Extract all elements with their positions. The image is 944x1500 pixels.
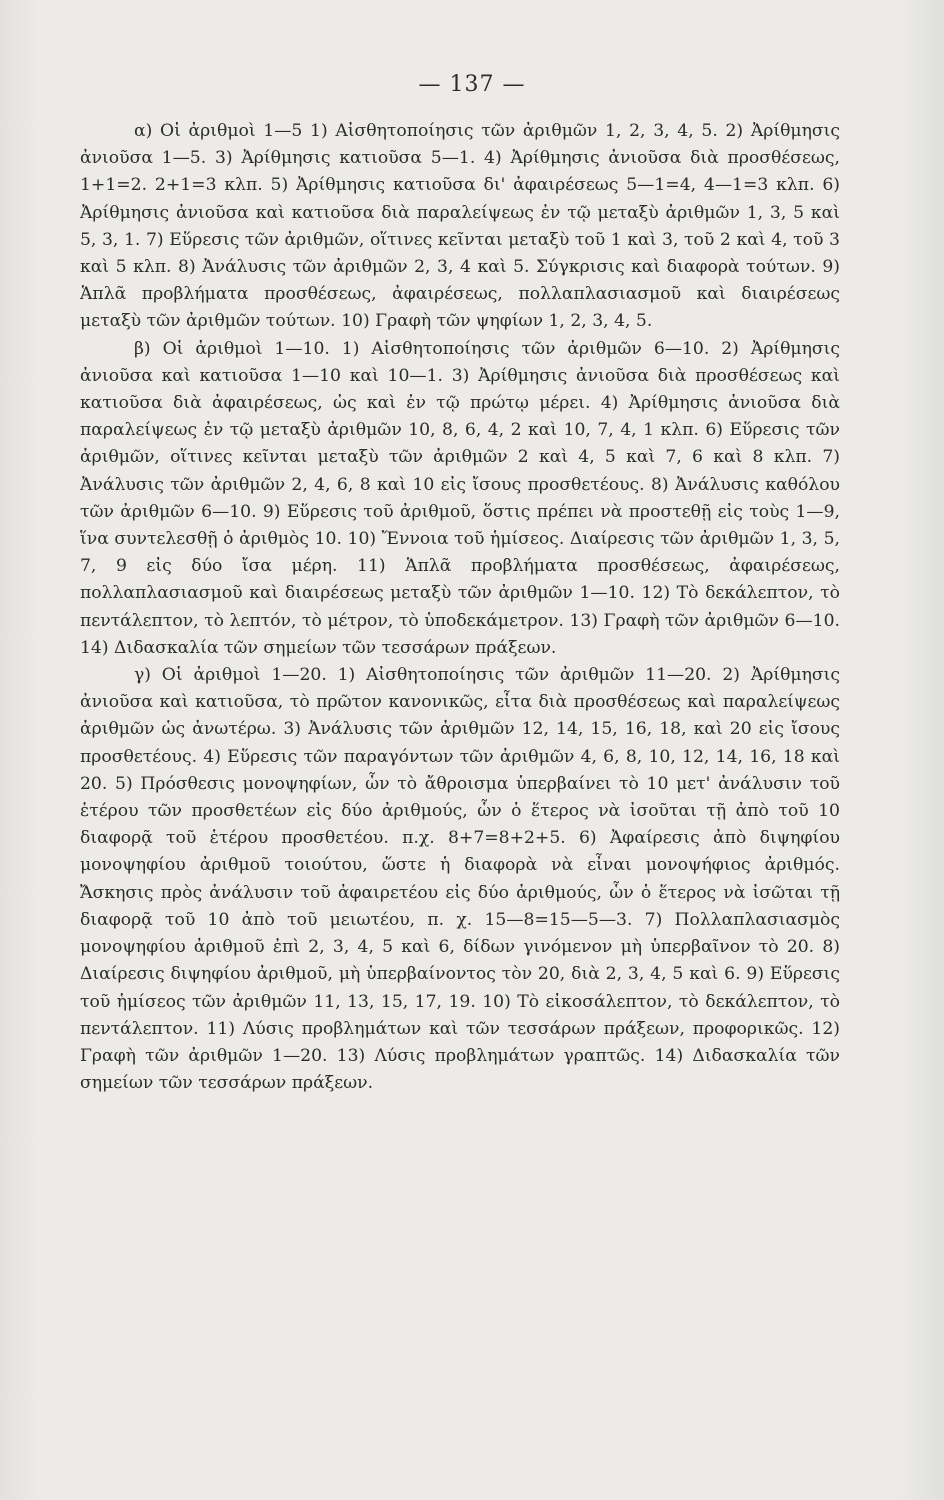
section-gamma-paragraph: γ) Οἱ ἀριθμοὶ 1—20. 1) Αἰσθητοποίησις τῶν ἀριθμῶν 11—20. 2) Ἀρίθμησις ἀνιοῦσα καὶ κατιοῦσα, τὸ πρῶτον κανονικῶς, εἶτα διὰ προσθέσεως καὶ παραλείψεως ἀριθμῶν ὡς ἀνωτέρω. 3) Ἀνάλυσις τῶν ἀριθμῶν 12, 14, 15, 16, 18, καὶ 20 εἰς ἴσους προσθετέους. 4) Εὕρεσις τῶν παραγόντων τῶν ἀριθμῶν 4, 6, 8, 10, 12, 14, 16, 18 καὶ 20. 5) Πρόσθεσις μονοψηφίων, ὧν τὸ ἄθροισμα ὑπερβαίνει τὸ 10 μετ' ἀνάλυσιν τοῦ ἑτέρου τῶν προσθετέων εἰς δύο ἀριθμούς, ὧν ὁ ἕτερος νὰ ἰσοῦται τῇ ἀπὸ τοῦ 10 διαφορᾷ τοῦ ἑτέρου προσθετέου. π.χ. 8+7=8+2+5. 6) Ἀφαίρεσις ἀπὸ διψηφίου μονοψηφίου ἀριθμοῦ τοιούτου, ὥστε ἡ διαφορὰ νὰ εἶναι μονοψήφιος ἀριθμός. Ἄσκησις πρὸς ἀνάλυσιν τοῦ ἀφαιρετέου εἰς δύο ἀριθμούς, ὧν ὁ ἕτερος νὰ ἰσῶται τῇ διαφορᾷ τοῦ 10 ἀπὸ τοῦ μειωτέου, π. χ. 15—8=15—5—3. 7) Πολλαπλασιασμὸς μονοψηφίου ἀριθμοῦ ἐπὶ 2, 3, 4, 5 καὶ 6, δίδων γινόμενον μὴ ὑπερβαῖνον τὸ 20. 8) Διαίρεσις διψηφίου ἀριθμοῦ, μὴ ὑπερβαίνοντος τὸν 20, διὰ 2, 3, 4, 5 καὶ 6. 9) Εὕρεσις τοῦ ἡμίσεος τῶν ἀριθμῶν 11, 13, 15, 17, 19. 10) Τὸ εἰκοσάλεπτον, τὸ δεκάλεπτον, τὸ πεντάλεπτον. 11) Λύσις προβλημάτων καὶ τῶν τεσσάρων πράξεων, προφορικῶς. 12) Γραφὴ τῶν ἀριθμῶν 1—20. 13) Λύσις προβλημάτων γραπτῶς. 14) Διδασκαλία τῶν σημείων τῶν τεσσάρων πράξεων. [80,665,840,1094]
section-alpha-paragraph: α) Οἱ ἀριθμοὶ 1—5 1) Αἰσθητοποίησις τῶν ἀριθμῶν 1, 2, 3, 4, 5. 2) Ἀρίθμησις ἀνιοῦσα 1—5. 3) Ἀρίθμησις κατιοῦσα 5—1. 4) Ἀρίθμησις ἀνιοῦσα διὰ προσθέσεως, 1+1=2. 2+1=3 κλπ. 5) Ἀρίθμησις κατιοῦσα δι' ἀφαιρέσεως 5—1=4, 4—1=3 κλπ. 6) Ἀρίθμησις ἀνιοῦσα καὶ κατιοῦσα διὰ παραλείψεως ἐν τῷ μεταξὺ ἀριθμῶν 1, 3, 5 καὶ 5, 3, 1. 7) Εὕρεσις τῶν ἀριθμῶν, οἵτινες κεῖνται μεταξὺ τοῦ 1 καὶ 3, τοῦ 2 καὶ 4, τοῦ 3 καὶ 5 κλπ. 8) Ἀνάλυσις τῶν ἀριθμῶν 2, 3, 4 καὶ 5. Σύγκρισις καὶ διαφορὰ τούτων. 9) Ἁπλᾶ προβλήματα προσθέσεως, ἀφαιρέσεως, πολλαπλασιασμοῦ καὶ διαιρέσεως μεταξὺ τῶν ἀριθμῶν τούτων. 10) Γραφὴ τῶν ψηφίων 1, 2, 3, 4, 5. [80,121,840,332]
section-beta-paragraph: β) Οἱ ἀριθμοὶ 1—10. 1) Αἰσθητοποίησις τῶν ἀριθμῶν 6—10. 2) Ἀρίθμησις ἀνιοῦσα καὶ κατιοῦσα 1—10 καὶ 10—1. 3) Ἀρίθμησις ἀνιοῦσα διὰ προσθέσεως καὶ κατιοῦσα διὰ ἀφαιρέσεως, ὡς καὶ ἐν τῷ πρώτῳ μέρει. 4) Ἀρίθμησις ἀνιοῦσα διὰ παραλείψεως ἐν τῷ μεταξὺ ἀριθμῶν 10, 8, 6, 4, 2 καὶ 10, 7, 4, 1 κλπ. 6) Εὕρεσις τῶν ἀριθμῶν, οἵτινες κεῖνται μεταξὺ τῶν ἀριθμῶν 2 καὶ 4, 5 καὶ 7, 6 καὶ 8 κλπ. 7) Ἀνάλυσις τῶν ἀριθμῶν 2, 4, 6, 8 καὶ 10 εἰς ἴσους προσθετέους. 8) Ἀνάλυσις καθόλου τῶν ἀριθμῶν 6—10. 9) Εὕρεσις τοῦ ἀριθμοῦ, ὅστις πρέπει νὰ προστεθῇ εἰς τοὺς 1—9, ἵνα συντελεσθῇ ὁ ἀριθμὸς 10. 10) Ἔννοια τοῦ ἡμίσεος. Διαίρεσις τῶν ἀριθμῶν 1, 3, 5, 7, 9 εἰς δύο ἴσα μέρη. 11) Ἁπλᾶ προβλήματα προσθέσεως, ἀφαιρέσεως, πολλαπλασιασμοῦ καὶ διαιρέσεως μεταξὺ τῶν ἀριθμῶν 1—10. 12) Τὸ δεκάλεπτον, τὸ πεντάλεπτον, τὸ λεπτόν, τὸ μέτρον, τὸ ὑποδεκάμετρον. 13) Γραφὴ τῶν ἀριθμῶν 6—10. 14) Διδασκαλία τῶν σημείων τῶν τεσσάρων πράξεων. [80,338,840,658]
page-body [80,118,840,1097]
page-number: — 137 — [418,72,526,97]
